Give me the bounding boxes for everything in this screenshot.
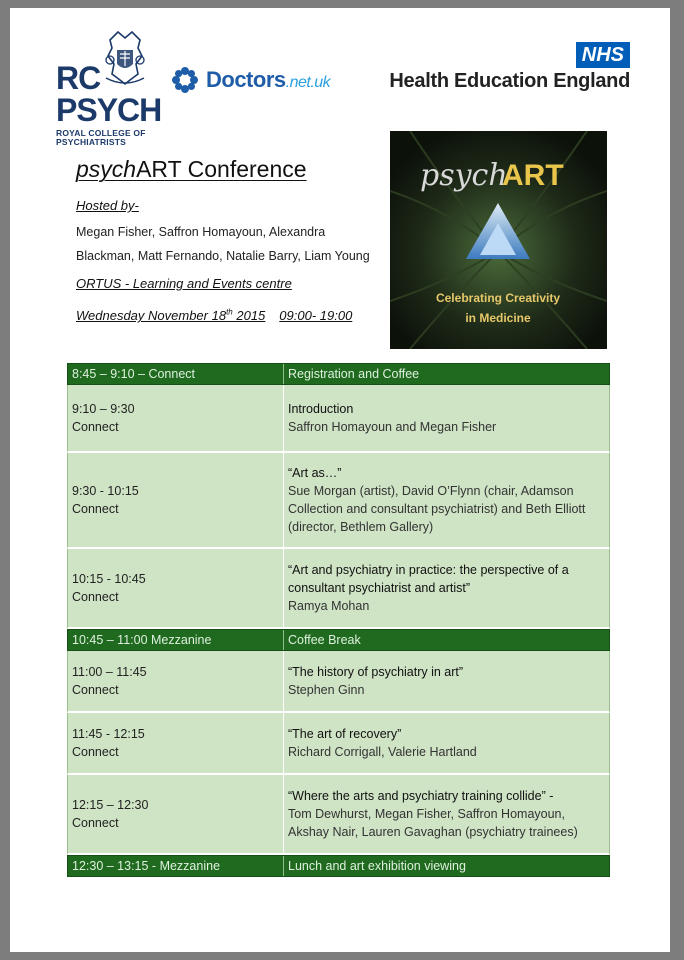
doctors-suffix: .net.uk bbox=[285, 74, 331, 91]
poster-title-prefix: psych bbox=[420, 158, 508, 193]
row-session-cell bbox=[284, 385, 609, 451]
schedule-header-row bbox=[67, 629, 610, 651]
hosts-list: Megan Fisher, Saffron Homayoun, Alexandra Blackman, Matt Fernando, Natalie Barry, Liam Young bbox=[76, 225, 370, 263]
row-time: 11:45 - 12:15 bbox=[72, 727, 145, 741]
row-time: 10:45 – 11:00 Mezzanine bbox=[68, 630, 284, 650]
row-room: Connect bbox=[72, 590, 119, 604]
flower-icon bbox=[170, 65, 200, 95]
row-session-cell bbox=[284, 651, 609, 711]
schedule-row bbox=[67, 385, 610, 453]
schedule-row bbox=[67, 651, 610, 713]
schedule-row bbox=[67, 549, 610, 629]
schedule-table bbox=[67, 363, 610, 877]
rcpsych-logo bbox=[56, 30, 162, 148]
schedule-header-row bbox=[67, 363, 610, 385]
row-time: 8:45 – 9:10 – Connect bbox=[68, 364, 284, 384]
row-time: 11:00 – 11:45 bbox=[72, 665, 147, 679]
session-title: “Where the arts and psychiatry training collide” - bbox=[288, 789, 554, 803]
session-speakers: Sue Morgan (artist), David O’Flynn (chair, Adamson Collection and consultant psychiatrist) and Beth Elliott (director, Bethlem Gallery) bbox=[288, 484, 586, 534]
schedule-row bbox=[67, 453, 610, 549]
row-session-cell bbox=[284, 453, 609, 547]
doctors-net-logo bbox=[170, 62, 330, 98]
rcpsych-line-1: RC bbox=[56, 60, 101, 96]
row-time-cell bbox=[68, 453, 284, 547]
poster-tagline-1: Celebrating Creativity bbox=[435, 291, 561, 305]
doctors-net-wordmark bbox=[206, 67, 330, 93]
hee-name: Health Education England bbox=[389, 70, 630, 92]
event-date bbox=[76, 308, 352, 323]
session-speakers: Tom Dewhurst, Megan Fisher, Saffron Homayoun, Akshay Nair, Lauren Gavaghan (psychiatry trainees) bbox=[288, 807, 578, 839]
session-speakers: Stephen Ginn bbox=[288, 683, 365, 697]
rcpsych-line-2: PSYCH bbox=[56, 92, 162, 128]
row-description: Registration and Coffee bbox=[288, 367, 420, 381]
event-time: 09:00- 19:00 bbox=[279, 308, 353, 324]
row-session-cell bbox=[284, 775, 609, 853]
hosted-by-label: Hosted by- bbox=[76, 198, 139, 213]
row-room: Connect bbox=[72, 816, 119, 830]
title-rest: ART Conference bbox=[136, 156, 307, 182]
conference-title bbox=[76, 156, 307, 183]
schedule-header-row bbox=[67, 855, 610, 877]
row-session-cell bbox=[284, 549, 609, 627]
row-room: Connect bbox=[72, 502, 119, 516]
row-time: 9:10 – 9:30 bbox=[72, 402, 135, 416]
row-room: Connect bbox=[72, 683, 119, 697]
schedule-row bbox=[67, 713, 610, 775]
row-time-cell bbox=[68, 549, 284, 627]
row-time: 12:30 – 13:15 - Mezzanine bbox=[68, 856, 284, 876]
row-room: Connect bbox=[72, 745, 119, 759]
session-speakers: Ramya Mohan bbox=[288, 599, 370, 613]
poster-tagline-2: in Medicine bbox=[465, 311, 531, 325]
rcpsych-line-4: PSYCHIATRISTS bbox=[56, 137, 126, 148]
psychart-poster bbox=[390, 131, 607, 349]
row-time-cell bbox=[68, 775, 284, 853]
nhs-badge: NHS bbox=[576, 42, 630, 68]
row-session-cell bbox=[284, 713, 609, 773]
session-title: “Art and psychiatry in practice: the perspective of a consultant psychiatrist and artist” bbox=[288, 563, 569, 595]
venue: ORTUS - Learning and Events centre bbox=[76, 276, 292, 291]
session-title: Introduction bbox=[288, 402, 354, 416]
session-title: “The art of recovery” bbox=[288, 727, 402, 741]
doctors-main: Doctors bbox=[206, 67, 286, 92]
document-page bbox=[10, 8, 670, 952]
poster-title-main: ART bbox=[502, 159, 564, 192]
title-prefix: psych bbox=[76, 156, 137, 182]
rcpsych-line-3: ROYAL COLLEGE OF bbox=[56, 128, 146, 138]
row-time: 12:15 – 12:30 bbox=[72, 798, 149, 812]
row-description: Coffee Break bbox=[288, 633, 361, 647]
date-day: Wednesday November 18th 2015 bbox=[76, 308, 266, 324]
row-description: Lunch and art exhibition viewing bbox=[288, 859, 466, 873]
schedule-row bbox=[67, 775, 610, 855]
session-title: “Art as…” bbox=[288, 466, 342, 480]
row-time: 10:15 - 10:45 bbox=[72, 572, 146, 586]
row-time-cell bbox=[68, 713, 284, 773]
row-room: Connect bbox=[72, 420, 119, 434]
rcpsych-wordmark bbox=[56, 62, 161, 148]
row-time-cell bbox=[68, 651, 284, 711]
nhs-hee-logo bbox=[388, 42, 630, 102]
session-title: “The history of psychiatry in art” bbox=[288, 665, 464, 679]
session-speakers: Richard Corrigall, Valerie Hartland bbox=[288, 745, 477, 759]
session-speakers: Saffron Homayoun and Megan Fisher bbox=[288, 420, 497, 434]
row-time-cell bbox=[68, 385, 284, 451]
row-time: 9:30 - 10:15 bbox=[72, 484, 139, 498]
